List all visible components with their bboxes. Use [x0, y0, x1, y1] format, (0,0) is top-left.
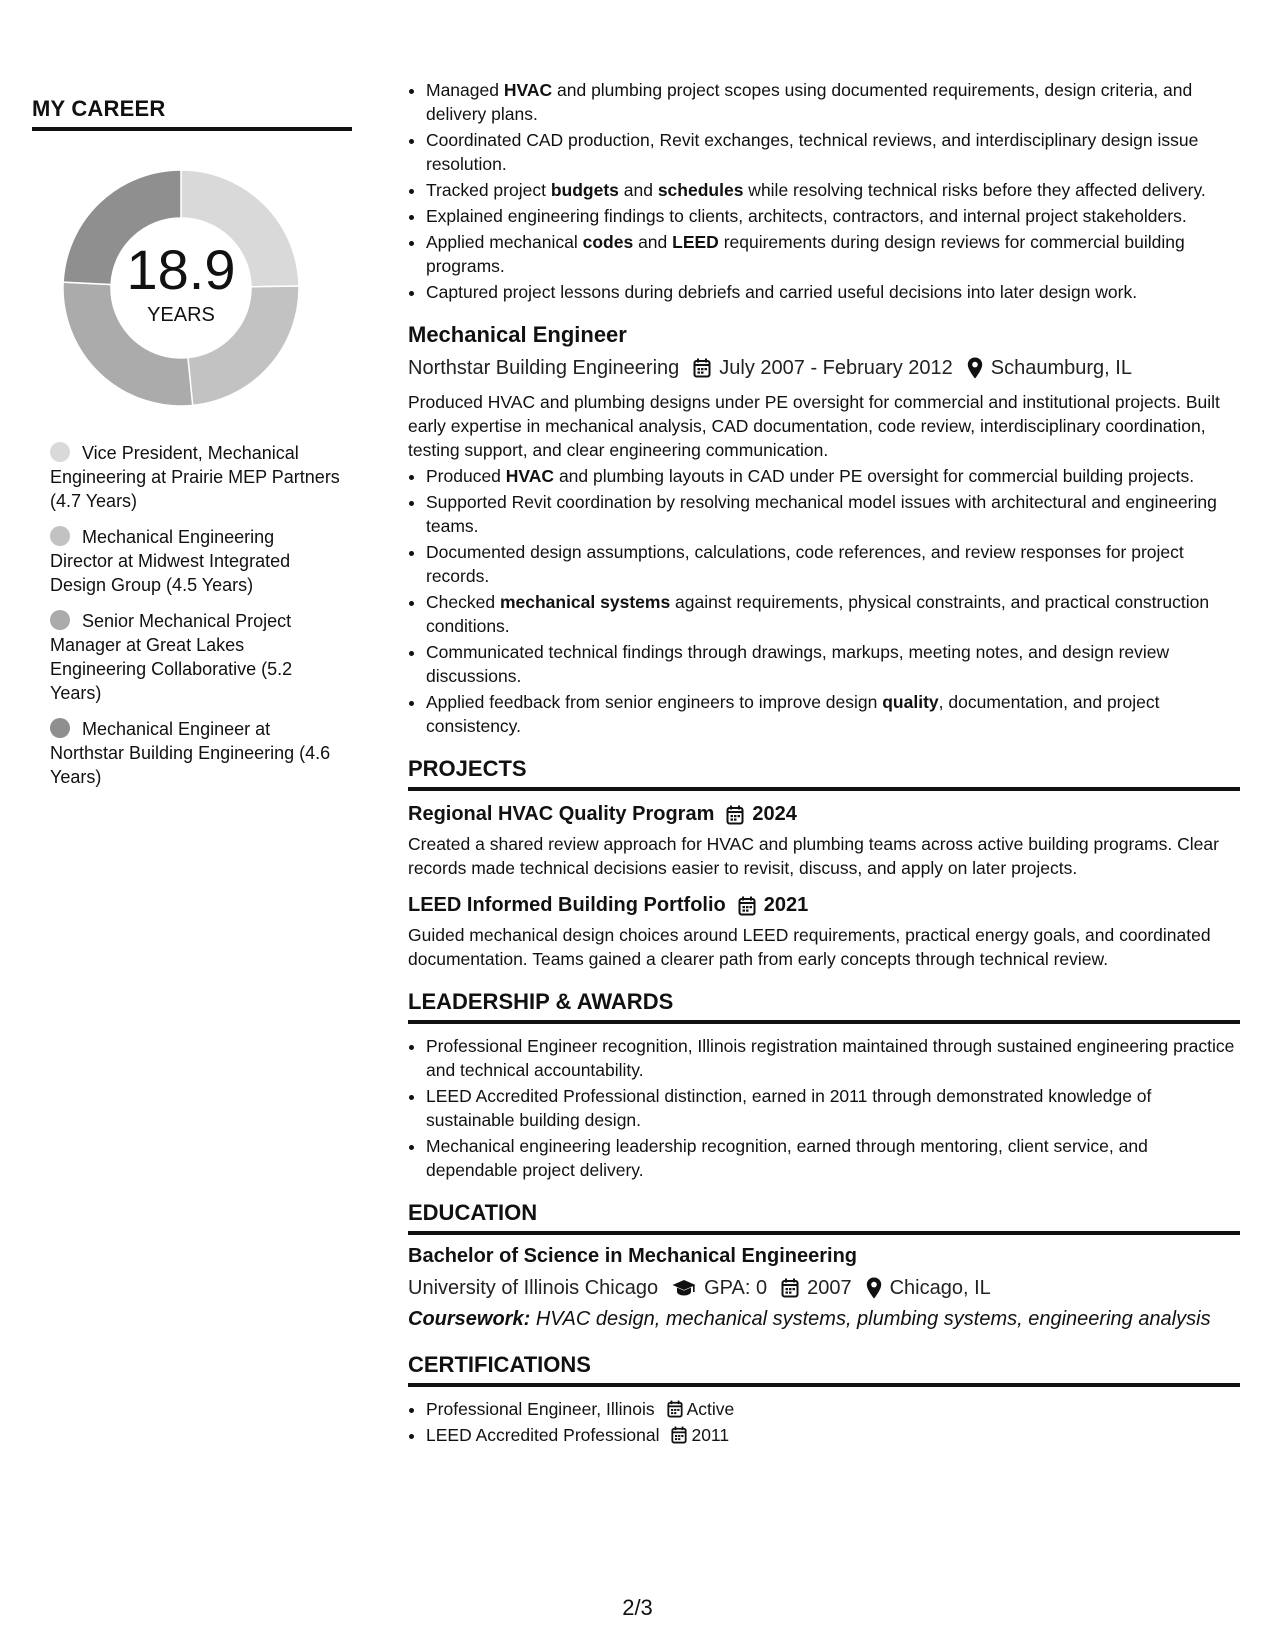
- bullet-text: Documented design assumptions, calculations, code references, and review responses for project records.: [426, 542, 1184, 586]
- legend-item: [50, 609, 340, 705]
- projects-heading: PROJECTS: [408, 756, 1240, 791]
- calendar-icon: [667, 1400, 683, 1418]
- bullet-text: while resolving technical risks before they affected delivery.: [743, 180, 1206, 200]
- project-title-row: [408, 803, 1240, 826]
- education-coursework: [408, 1304, 1240, 1334]
- job-location: Schaumburg, IL: [990, 357, 1132, 379]
- bullet-item: [426, 280, 1240, 304]
- project-description: Guided mechanical design choices around LEED requirements, practical energy goals, and coordinated documentation. Teams gained a clearer path from early concepts through technical review.: [408, 925, 1211, 969]
- education-heading: EDUCATION: [408, 1200, 1240, 1235]
- bullet-text: Explained engineering findings to clients, architects, contractors, and internal project stakeholders.: [426, 206, 1187, 226]
- bullet-bold-text: LEED: [672, 232, 719, 252]
- bullet-bold-text: budgets: [550, 180, 619, 200]
- donut-center: [56, 163, 306, 413]
- bullet-text: Produced: [426, 466, 506, 486]
- calendar-icon: [671, 1426, 687, 1444]
- certification-item: [426, 1397, 1240, 1421]
- bullet-text: Checked: [426, 592, 500, 612]
- coursework-label: Coursework:: [408, 1308, 531, 1330]
- career-sidebar: [32, 96, 352, 801]
- location-pin-icon: [866, 1277, 882, 1299]
- bullet-bold-text: codes: [582, 232, 634, 252]
- legend-label: Mechanical Engineering Director at Midwest Integrated Design Group (4.5 Years): [50, 527, 291, 595]
- job-dates: July 2007 - February 2012: [719, 357, 953, 379]
- bullet-text: Tracked project: [426, 180, 551, 200]
- bullet-bold-text: quality: [882, 692, 939, 712]
- project-title-row: [408, 894, 1240, 917]
- project-year: 2024: [752, 803, 797, 825]
- project-title: LEED Informed Building Portfolio: [408, 894, 726, 916]
- legend-dot-icon: [50, 718, 70, 738]
- bullet-bold-text: HVAC: [503, 80, 553, 100]
- legend-label: Mechanical Engineer at Northstar Building Engineering (4.6 Years): [50, 719, 331, 787]
- education-degree: Bachelor of Science in Mechanical Engineering: [408, 1245, 858, 1267]
- certification-status: Active: [686, 1399, 735, 1419]
- education-year: 2007: [807, 1277, 852, 1299]
- certifications-list: [408, 1397, 1240, 1447]
- leadership-item: • Professional Engineer recognition, Illinois registration maintained through sustained engineering practice and technical accountability.: [426, 1034, 1240, 1082]
- bullet-text: and plumbing project scopes using documented requirements, design criteria, and delivery plans.: [426, 80, 1193, 124]
- education-gpa: GPA: 0: [704, 1277, 768, 1299]
- career-donut-chart: [56, 163, 306, 413]
- bullet-text: requirements during design reviews for commercial building programs.: [426, 232, 1185, 276]
- education-school: University of Illinois Chicago: [408, 1277, 659, 1299]
- bullet-text: and: [633, 232, 673, 252]
- bullet-item: [426, 230, 1240, 278]
- calendar-icon: [726, 805, 744, 825]
- legend-dot-icon: [50, 442, 70, 462]
- project-title: Regional HVAC Quality Program: [408, 803, 715, 825]
- main-content: [408, 78, 1240, 1449]
- legend-label: Vice President, Mechanical Engineering at Prairie MEP Partners (4.7 Years): [50, 443, 340, 511]
- bullet-text: against requirements, physical constraints, and practical construction conditions.: [426, 592, 1210, 636]
- legend-label: Senior Mechanical Project Manager at Great Lakes Engineering Collaborative (5.2 Years): [50, 611, 293, 703]
- graduation-cap-icon: [672, 1279, 696, 1297]
- bullet-item: [426, 78, 1240, 126]
- total-years-value: 18.9: [126, 237, 236, 301]
- job-bullets: [408, 464, 1240, 738]
- bullet-text: Managed: [426, 80, 504, 100]
- leadership-heading: LEADERSHIP & AWARDS: [408, 989, 1240, 1024]
- certifications-heading: CERTIFICATIONS: [408, 1352, 1240, 1387]
- legend-dot-icon: [50, 526, 70, 546]
- education-meta: [408, 1274, 1240, 1302]
- previous-job-bullets: [408, 78, 1240, 304]
- bullet-text: Coordinated CAD production, Revit exchanges, technical reviews, and interdisciplinary design issue resolution.: [426, 130, 1199, 174]
- coursework-text: HVAC design, mechanical systems, plumbing systems, engineering analysis: [535, 1308, 1211, 1330]
- leadership-item: • Mechanical engineering leadership recognition, earned through mentoring, client service, and dependable project delivery.: [426, 1134, 1240, 1182]
- project-item: [408, 803, 1240, 880]
- calendar-icon: [781, 1278, 799, 1298]
- bullet-text: , documentation, and project consistency.: [426, 692, 1160, 736]
- legend-item: [50, 441, 340, 513]
- calendar-icon: [693, 358, 711, 378]
- job-summary: Produced HVAC and plumbing designs under PE oversight for commercial and institutional projects. Built early expertise in mechanical analysis, CAD documentation, code review, interdisciplinary coordination, testing support, and clear engineering communication.: [408, 392, 1220, 460]
- bullet-text: Communicated technical findings through drawings, markups, meeting notes, and design review discussions.: [426, 642, 1170, 686]
- career-legend: [32, 441, 340, 789]
- certification-item: [426, 1423, 1240, 1447]
- total-years-unit: YEARS: [147, 303, 215, 326]
- bullet-item: [426, 490, 1240, 538]
- leadership-list: [408, 1034, 1240, 1182]
- project-description: Created a shared review approach for HVAC and plumbing teams across active building programs. Clear records made technical decisions easier to revisit, discuss, and apply on later projects.: [408, 834, 1219, 878]
- certification-name: • LEED Accredited Professional: [426, 1425, 660, 1445]
- bullet-item: [426, 590, 1240, 638]
- bullet-item: [426, 464, 1240, 488]
- education-location: Chicago, IL: [889, 1277, 991, 1299]
- bullet-bold-text: schedules: [657, 180, 744, 200]
- calendar-icon: [738, 896, 756, 916]
- bullet-item: [426, 178, 1240, 202]
- legend-item: [50, 525, 340, 597]
- bullet-text: Applied mechanical: [426, 232, 583, 252]
- bullet-item: [426, 540, 1240, 588]
- job-company: Northstar Building Engineering: [408, 357, 680, 379]
- certification-name: • Professional Engineer, Illinois: [426, 1399, 655, 1419]
- bullet-text: Captured project lessons during debriefs and carried useful decisions into later design work.: [426, 282, 1138, 302]
- bullet-item: [426, 204, 1240, 228]
- legend-item: [50, 717, 340, 789]
- certification-status: 2011: [691, 1425, 730, 1445]
- page-number: 2/3: [622, 1595, 653, 1620]
- career-heading: MY CAREER: [32, 96, 352, 131]
- project-item: [408, 894, 1240, 971]
- bullet-text: Applied feedback from senior engineers to improve design: [426, 692, 883, 712]
- bullet-item: [426, 640, 1240, 688]
- bullet-text: Supported Revit coordination by resolving mechanical model issues with architectural and engineering teams.: [426, 492, 1217, 536]
- bullet-text: and plumbing layouts in CAD under PE oversight for commercial building projects.: [554, 466, 1195, 486]
- leadership-item: • LEED Accredited Professional distinction, earned in 2011 through demonstrated knowledge of sustainable building design.: [426, 1084, 1240, 1132]
- job-meta: [408, 354, 1240, 382]
- bullet-bold-text: mechanical systems: [499, 592, 671, 612]
- bullet-item: [426, 128, 1240, 176]
- bullet-item: [426, 690, 1240, 738]
- bullet-text: and: [618, 180, 658, 200]
- project-year: 2021: [763, 894, 809, 916]
- location-pin-icon: [967, 357, 983, 379]
- legend-dot-icon: [50, 610, 70, 630]
- job-title: Mechanical Engineer: [408, 322, 627, 347]
- bullet-bold-text: HVAC: [505, 466, 555, 486]
